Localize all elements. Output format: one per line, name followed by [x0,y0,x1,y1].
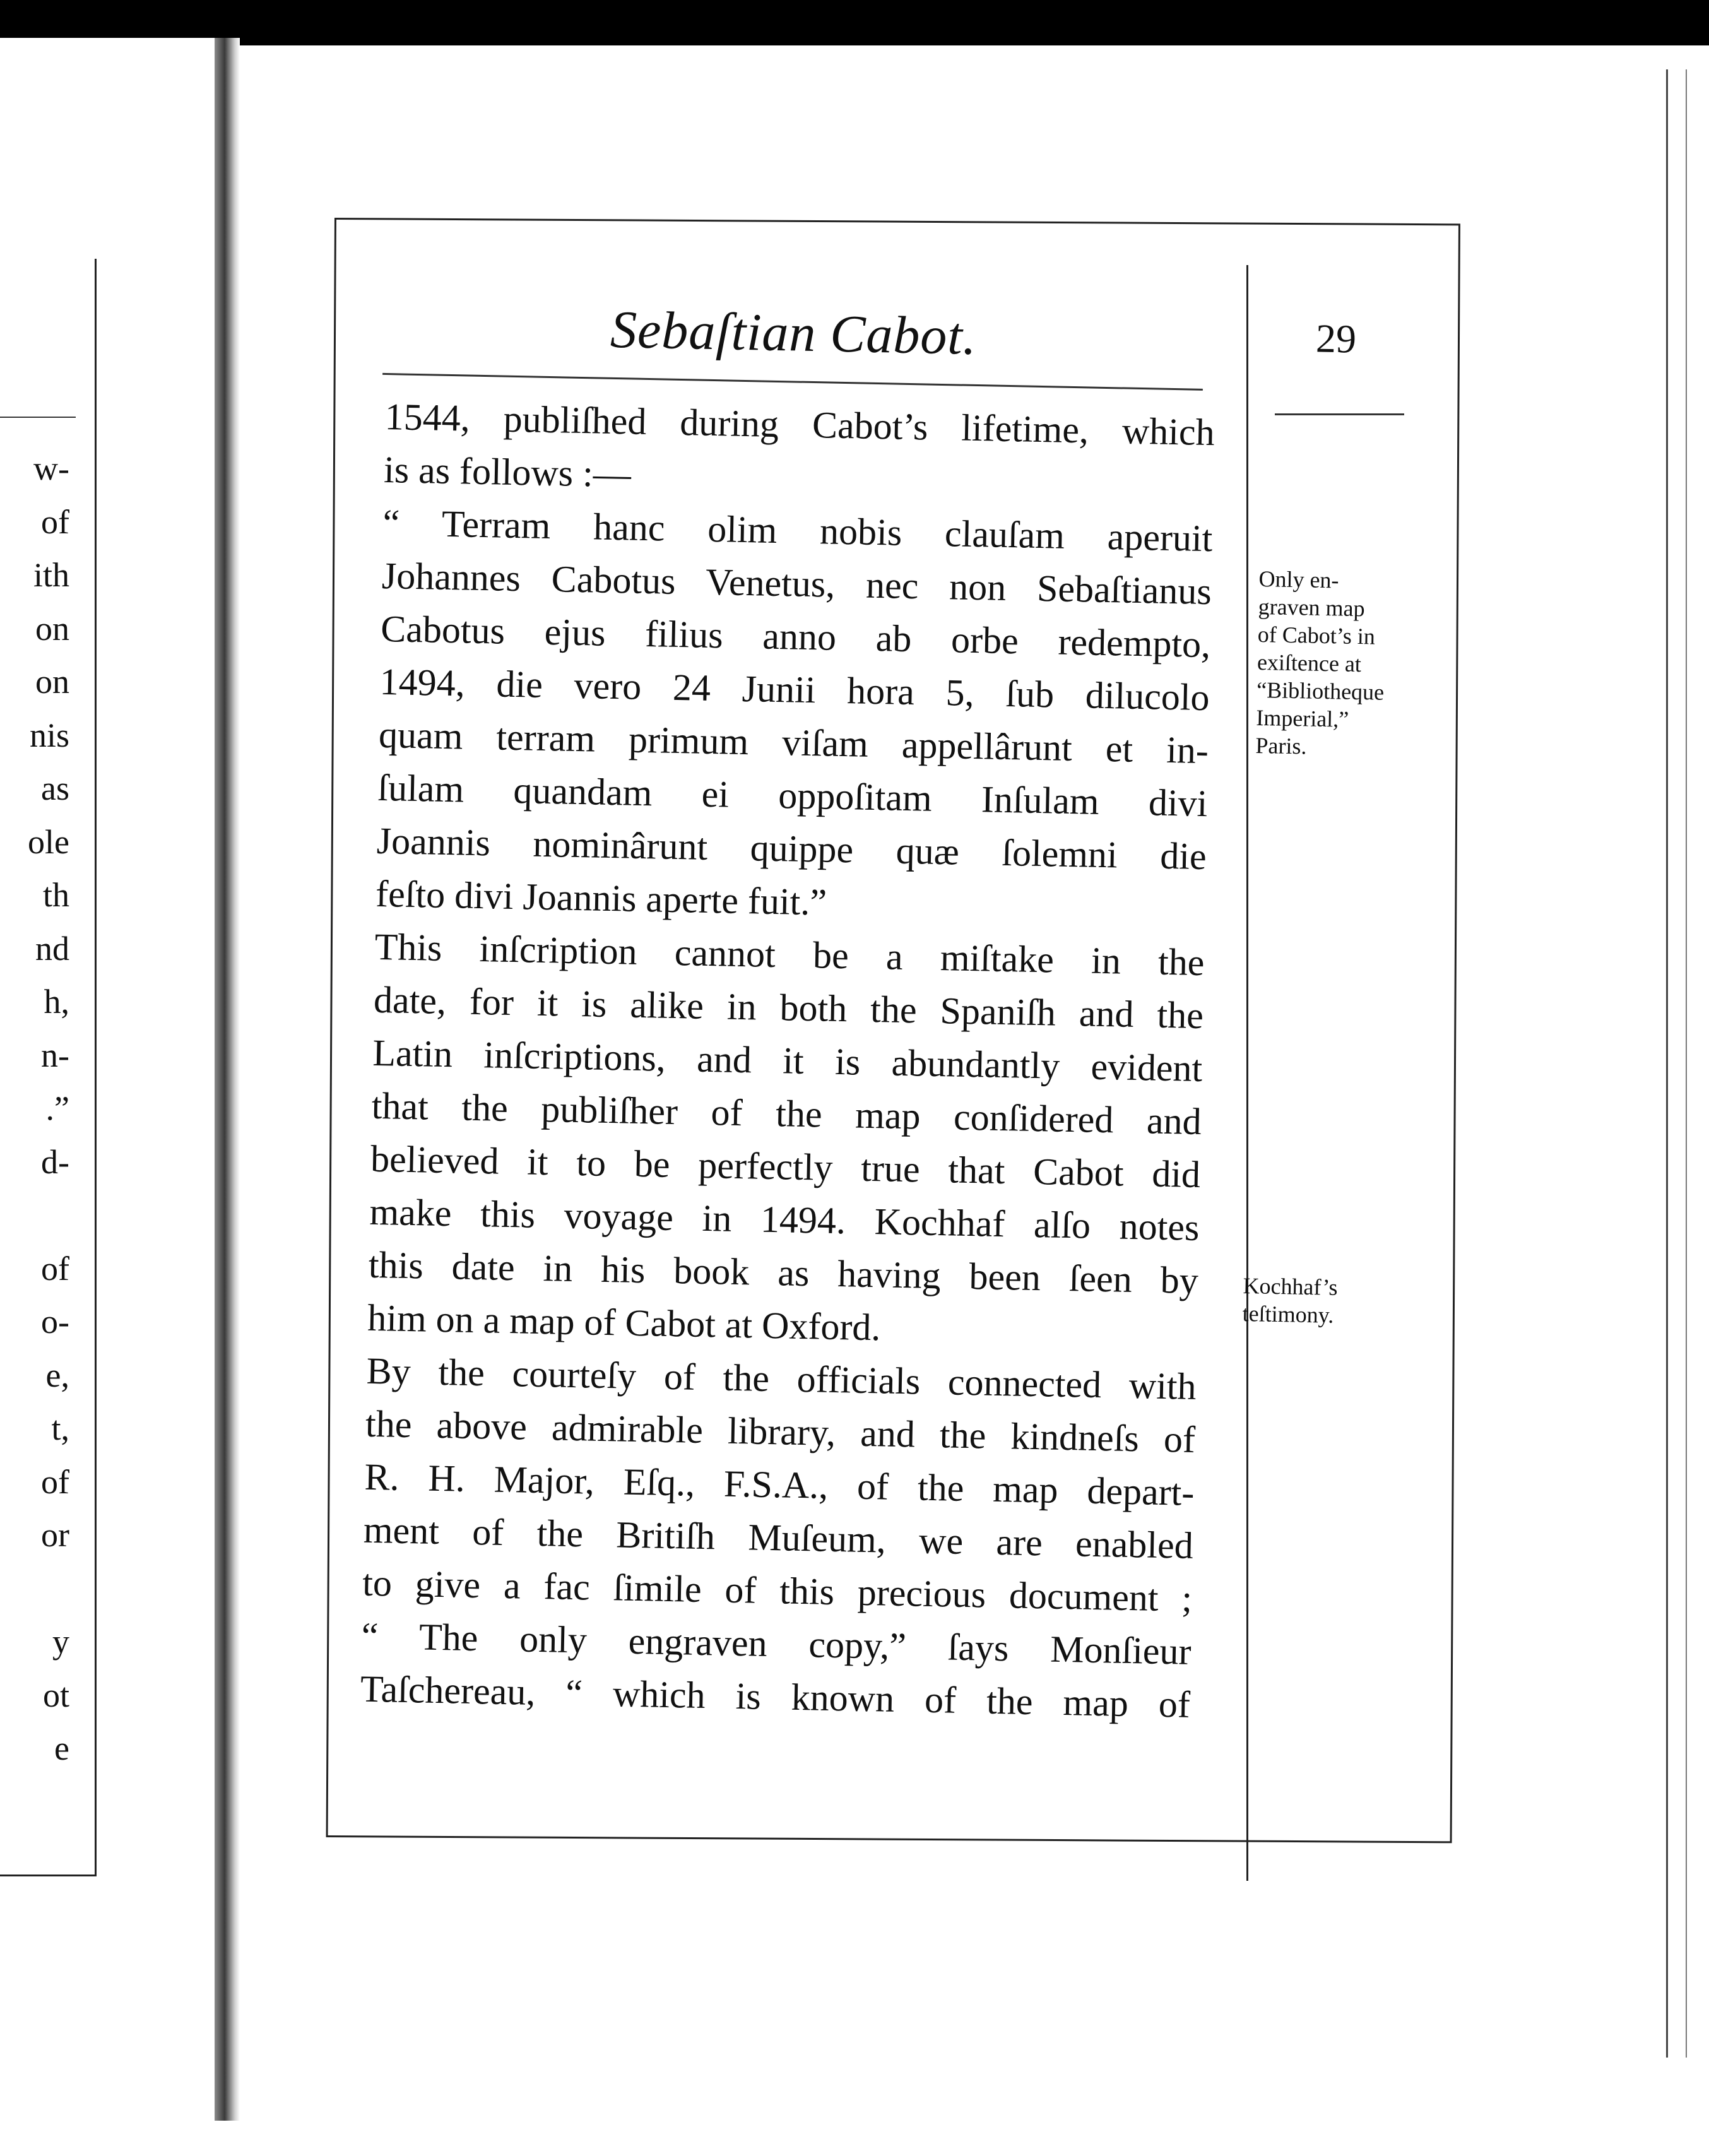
side-note-line: Only en- [1258,566,1339,593]
text-line: This inſcription cannot be a miſtake in the [374,925,1205,984]
side-note-line: teſtimony. [1242,1300,1334,1328]
text-line: Taſchereau, “ which is known of the map of [360,1667,1191,1726]
facing-page-fragment: ith [33,556,69,594]
side-note-line: “Bibliotheque [1256,677,1385,705]
facing-page-fragment: w- [33,449,69,487]
side-note-line: Kochhaf’s [1243,1272,1338,1300]
text-line: this date in his book as having been ſeen by [368,1243,1199,1301]
side-note-line: Imperial,” [1255,704,1349,732]
text-line: make this voyage in 1494. Kochhaf alſo notes [369,1190,1200,1249]
text-line: 1544, publiſhed during Cabot’s lifetime, which [384,396,1215,454]
margin-head-rule [1275,413,1404,415]
side-note-line: Paris. [1255,732,1307,759]
text-line: ſulam quandam ei oppoſitam Inſulam divi [377,766,1208,825]
facing-page-fragment: nd [35,929,69,968]
running-head: Sebaſtian Cabot. [610,300,978,366]
facing-page-fragment: as [41,769,69,807]
text-line: quam terram primum viſam appellârunt et in- [378,713,1209,772]
facing-page-fragment: th [42,876,69,914]
facing-page-fragment: nis [29,716,69,754]
side-note-line: of Cabot’s in [1257,621,1376,649]
text-line: that the publiſher of the map conſidered and [371,1084,1202,1143]
page-edge [1666,69,1687,2058]
facing-page-fragment: y [52,1623,69,1661]
body-text [325,389,1234,1731]
facing-page-fragment: of [41,502,69,541]
facing-page-fragment: ot [42,1676,69,1714]
text-line: Cabotus ejus filius anno ab orbe redempto, [380,607,1211,666]
book-gutter [215,38,240,2156]
text-line: is as follows :— [383,448,632,495]
text-line: ment of the Britiſh Muſeum, we are enabled [363,1508,1194,1567]
text-line: Latin inſcriptions, and it is abundantly evident [372,1031,1203,1090]
text-line: Johannes Cabotus Venetus, nec non Sebaſtianus [381,554,1212,613]
facing-page-fragment: or [41,1516,69,1554]
facing-page-fragment: h, [44,983,69,1021]
facing-page-fragment: o- [41,1303,69,1341]
side-note-line: exiſtence at [1257,649,1362,677]
facing-page-fragment: n- [41,1036,69,1074]
facing-page-fragment: of [41,1462,69,1501]
text-line: R. H. Major, Eſq., F.S.A., of the map depart- [364,1455,1195,1513]
scan-border-top [0,0,1709,45]
side-note-kochhaf [1242,1272,1338,1329]
text-line: him on a map of Cabot at Oxford. [367,1296,882,1349]
margin-divider-rule [1246,265,1248,1881]
text-line: “ The only engraven copy,” ſays Monſieur [361,1614,1192,1673]
facing-page-fragment: e [54,1729,69,1767]
facing-page-fragment: e, [45,1356,69,1394]
text-line: date, for it is alike in both the Spaniſh and the [373,978,1204,1037]
side-note-line: graven map [1258,593,1366,622]
facing-page-fragment: t, [51,1409,69,1447]
facing-page-fragment: ole [28,822,69,861]
facing-page-fragment: on [35,609,69,648]
text-line: the above admirable library, and the kindneſs of [365,1402,1196,1460]
text-line: Joannis nominârunt quippe quæ ſolemni die [376,819,1207,878]
facing-page-fragment: on [35,663,69,701]
facing-page-fragment: of [41,1249,69,1288]
main-text-column [325,246,1236,1731]
text-line: “ Terram hanc olim nobis clauſam aperuit [382,501,1213,560]
page-number: 29 [1315,316,1357,362]
facing-page-left [0,38,218,2121]
side-note-engraven-map [1255,565,1387,762]
text-line: 1494, die vero 24 Junii hora 5, ſub dilucolo [379,660,1210,719]
facing-page-frame [0,259,97,1876]
facing-page-fragment: .” [45,1089,69,1127]
text-line: feſto divi Joannis aperte fuit.” [375,872,827,923]
text-line: By the courteſy of the officials connected with [366,1349,1197,1407]
text-line: to give a fac ſimile of this precious document ; [362,1561,1193,1620]
text-line: believed it to be perfectly true that Cabot did [370,1137,1201,1196]
facing-page-fragment: d- [41,1142,69,1181]
scan-border-bottom [0,2121,1709,2156]
